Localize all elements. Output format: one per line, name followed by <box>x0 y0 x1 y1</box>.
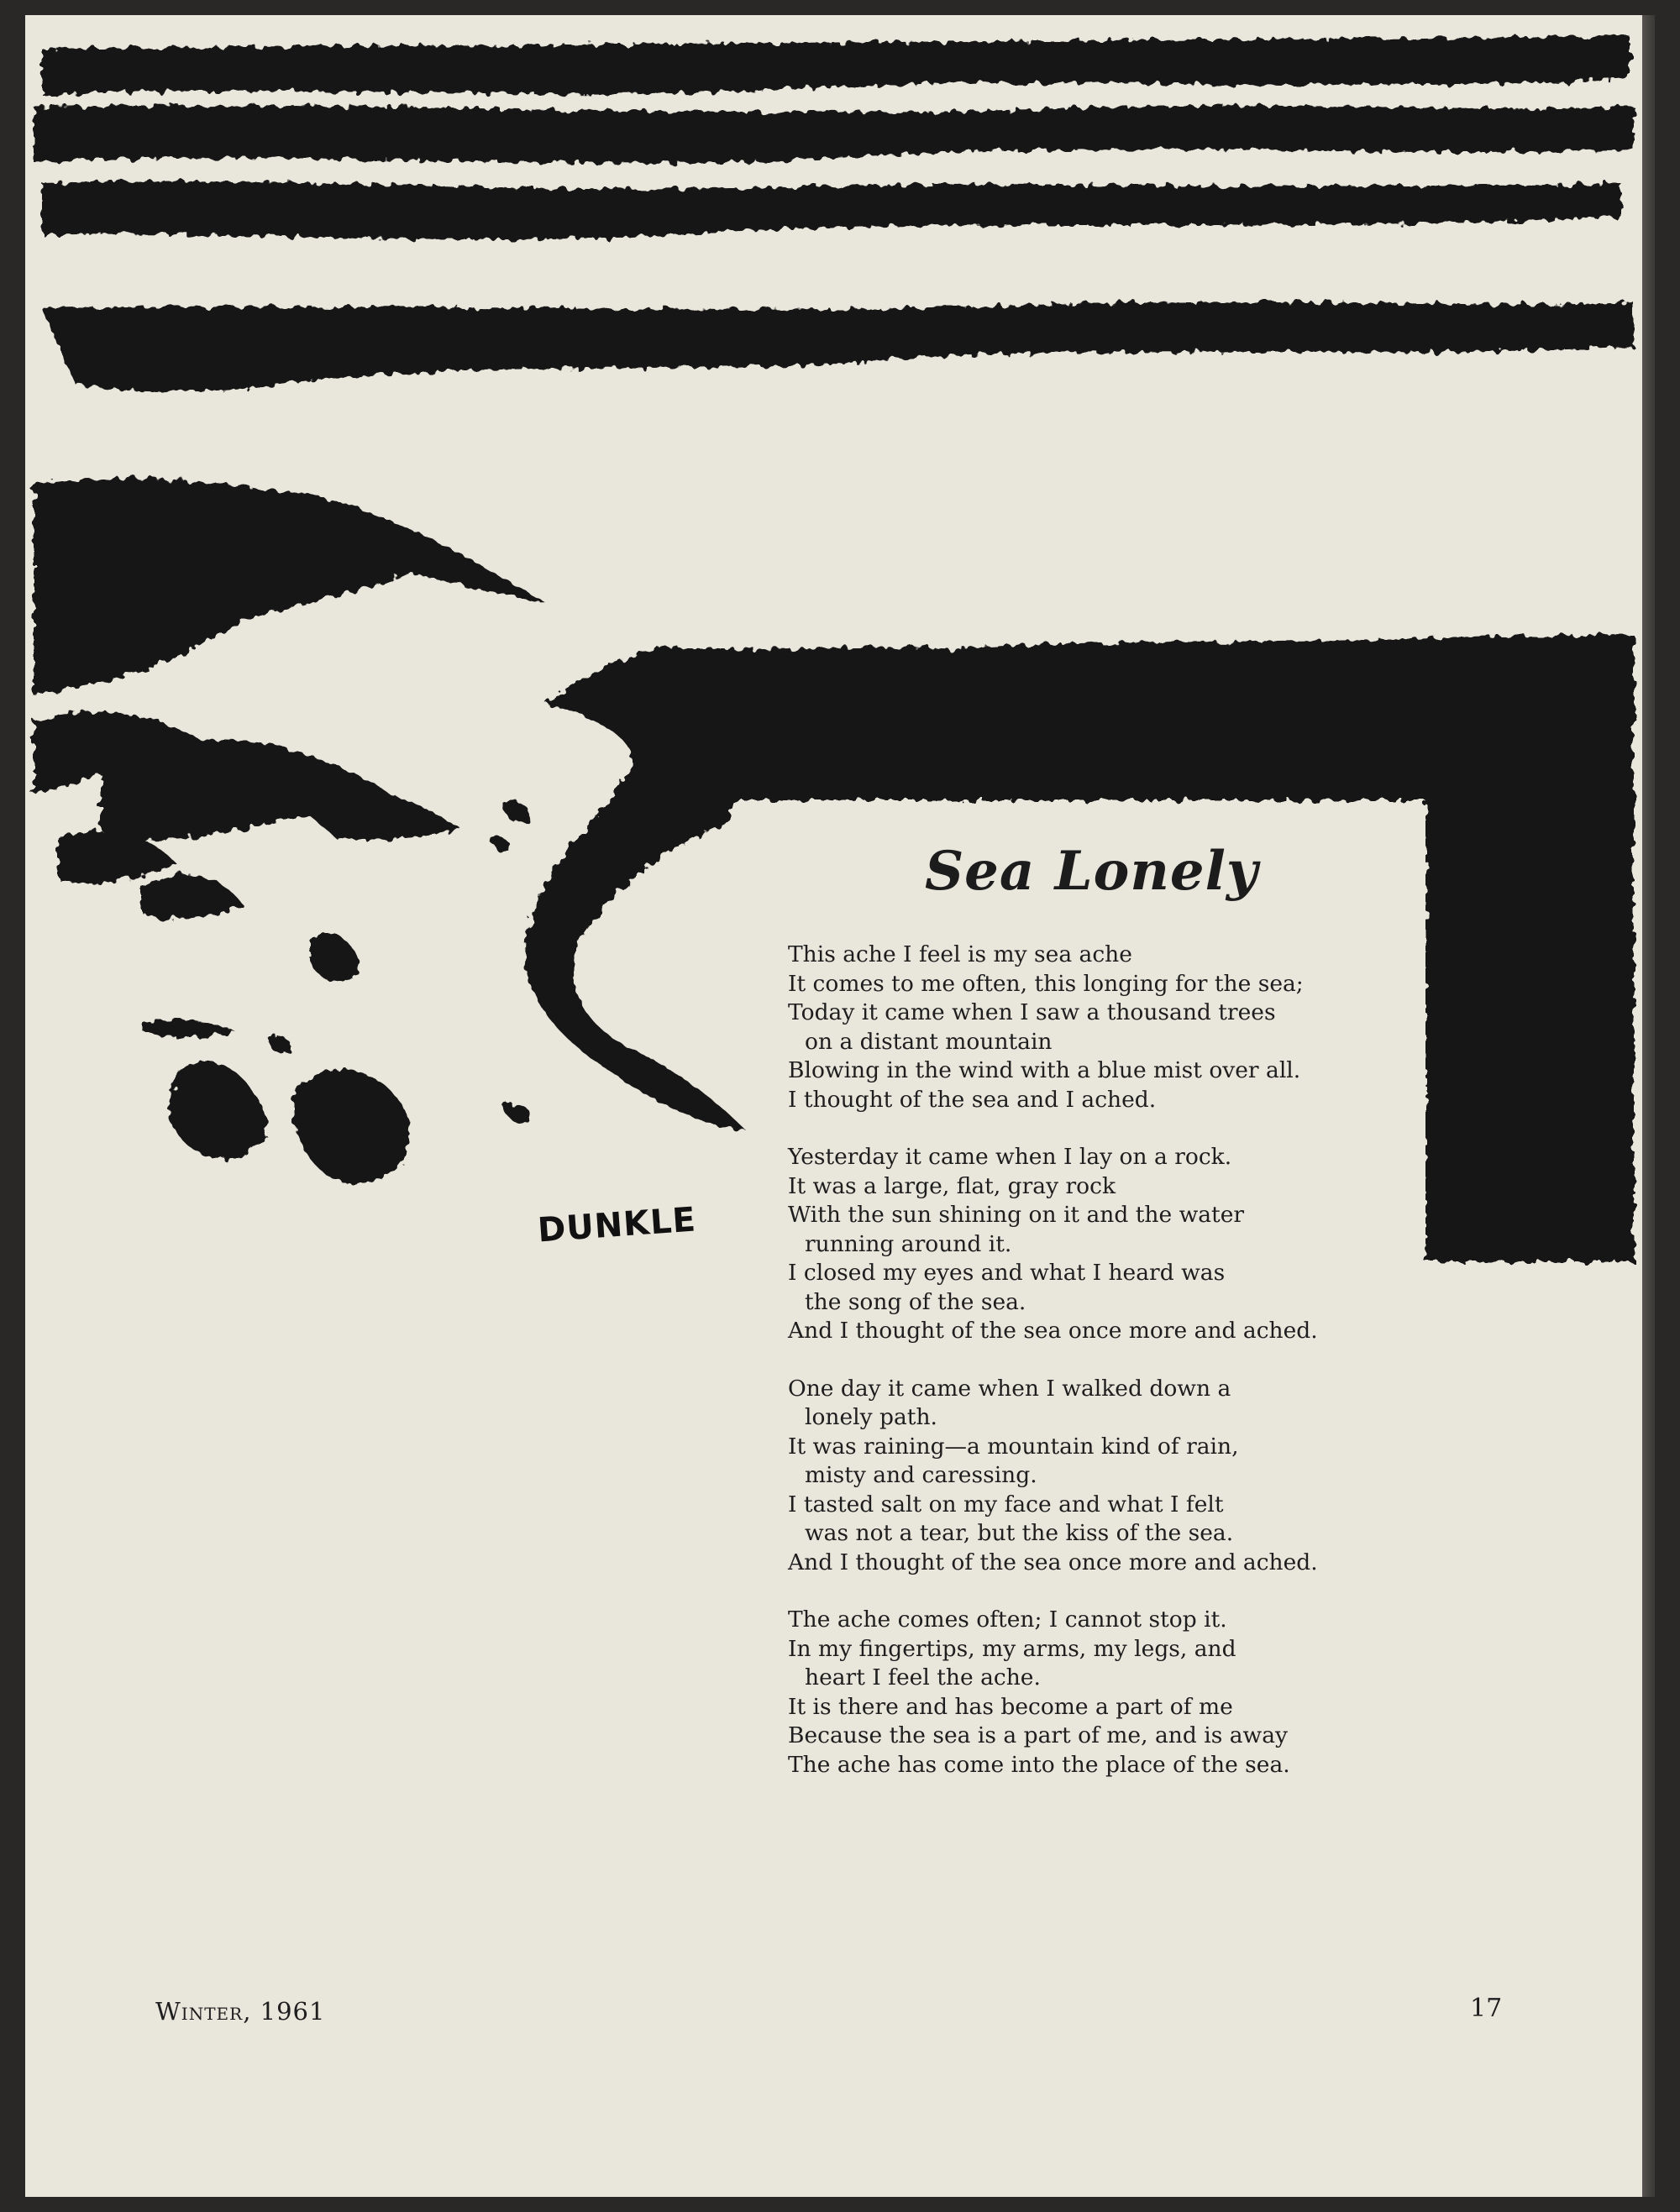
poem-line: It comes to me often, this longing for the sea; <box>788 970 1304 997</box>
stanza <box>788 1143 1544 1346</box>
poem-line: was not a tear, but the kiss of the sea. <box>805 1520 1234 1546</box>
stanza <box>788 1375 1544 1578</box>
poem-line: lonely path. <box>805 1404 937 1430</box>
poem-line: The ache comes often; I cannot stop it. <box>788 1607 1227 1633</box>
issue-date: Winter, 1961 <box>155 1997 326 2026</box>
poem-line: It is there and has become a part of me <box>788 1693 1233 1720</box>
poem-line: Blowing in the wind with a blue mist over all. <box>788 1057 1301 1083</box>
poem-line: With the sun shining on it and the water <box>788 1202 1245 1228</box>
poem-line: Because the sea is a part of me, and is away <box>788 1722 1288 1748</box>
poem-line: I thought of the sea and I ached. <box>788 1086 1157 1113</box>
page-number: 17 <box>1470 1994 1503 2023</box>
cloud-bands <box>34 36 1634 392</box>
poem-line: the song of the sea. <box>805 1288 1026 1315</box>
stanza <box>788 1606 1544 1780</box>
poem-line: Yesterday it came when I lay on a rock. <box>788 1144 1232 1170</box>
dune-grass <box>34 478 546 1183</box>
poem-line: One day it came when I walked down a <box>788 1375 1231 1402</box>
poem-line: I tasted salt on my face and what I felt <box>788 1491 1224 1517</box>
poem-line: heart I feel the ache. <box>805 1664 1041 1690</box>
poem-line: The ache has come into the place of the sea. <box>788 1751 1290 1778</box>
poem-line: misty and caressing. <box>805 1462 1037 1488</box>
poem-line: It was raining—a mountain kind of rain, <box>788 1433 1239 1460</box>
magazine-page <box>25 15 1642 2197</box>
poem-body <box>788 941 1544 1808</box>
poem-line: on a distant mountain <box>805 1028 1053 1055</box>
poem-line: running around it. <box>805 1230 1012 1257</box>
poem-line: I closed my eyes and what I heard was <box>788 1260 1226 1286</box>
poem-title: Sea Lonely <box>924 840 1259 903</box>
poem-line: This ache I feel is my sea ache <box>788 941 1132 967</box>
poem-line: Today it came when I saw a thousand trees <box>788 999 1276 1025</box>
poem-line: And I thought of the sea once more and ached. <box>788 1549 1318 1575</box>
artist-signature: DUNKLE <box>536 1200 698 1250</box>
stanza <box>788 941 1544 1114</box>
poem-line: In my fingertips, my arms, my legs, and <box>788 1635 1236 1662</box>
poem-line: It was a large, flat, gray rock <box>788 1172 1116 1199</box>
poem-line: And I thought of the sea once more and ached. <box>788 1318 1318 1344</box>
